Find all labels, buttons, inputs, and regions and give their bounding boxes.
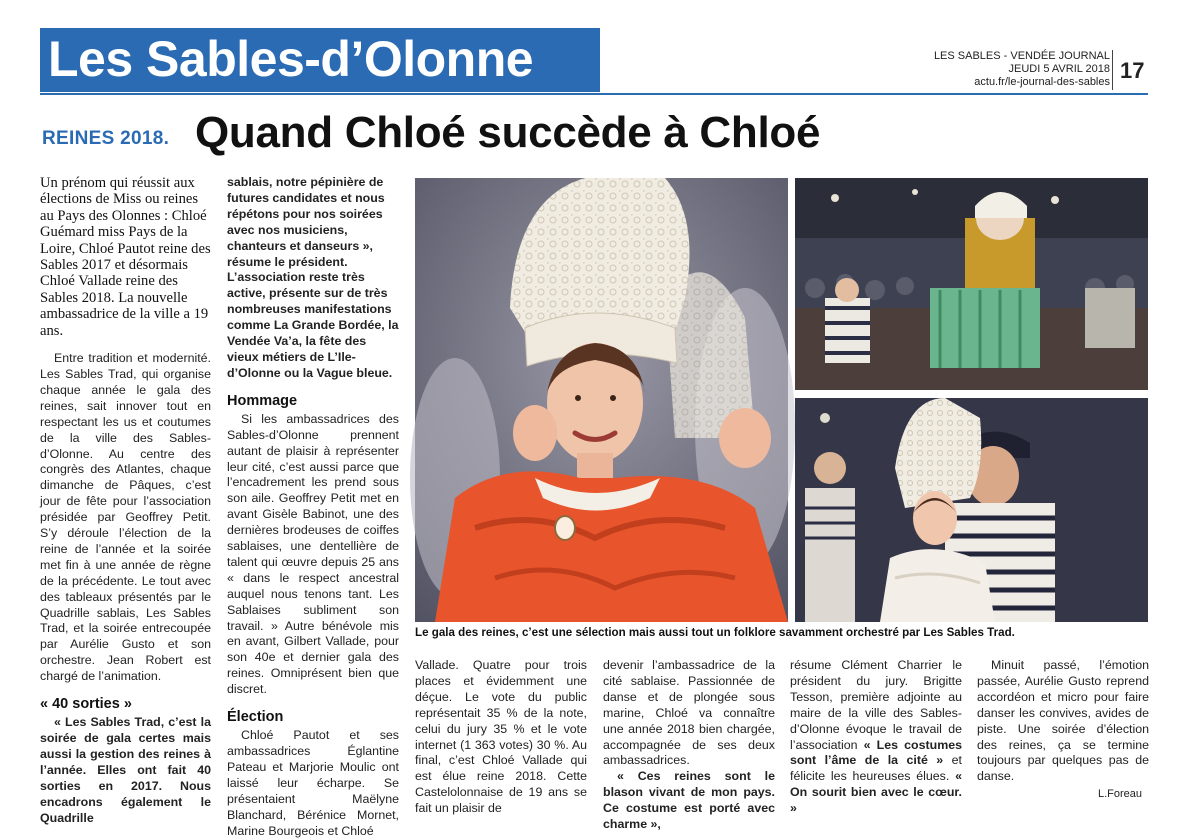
queen-photo-illustration [415,178,788,622]
page-number: 17 [1120,58,1145,83]
paragraph: Entre tradition et modernité. Les Sables Trad, qui organise chaque année le gala des reines, sait innover tout en respectant les us et coutumes de la ville des Sables-d’Olonne. Au centre des congrès des Atlantes, chaque dimanche de Pâques, c’est jour de fête pour l’association présidée par Geoffrey Petit. S’y déroule l’élection de la reine de l’année et la soirée met fin à une année de règne de la précédente. Le tout avec des tableaux présentés par le Quadrille sablais, Les Sables Trad, et la soirée entrecoupée par Aurélie Gusto et son orchestre. Jean Robert est chargé de l’animation. [40,351,211,684]
edition-info [934,50,1110,89]
couple-photo-illustration [795,398,1148,622]
article-headline: Quand Chloé succède à Chloé [195,108,821,157]
masthead-banner [40,28,600,92]
paragraph: résume Clément Charrier le président du jury. Brigitte Tesson, première adjointe au maire de la ville des Sables-d’Olonne évoque le travail de l’association « Les costumes sont l’âme de la cité » et félicite les heureuses élues. « On sourit bien avec le cœur. » [790,658,963,816]
subheading: Hommage [227,392,298,409]
masthead-title: Les Sables-d’Olonne [48,31,534,87]
main-photo-queen [415,178,788,622]
paragraph: Vallade. Quatre pour trois places et évidemment une déçue. Le vote du public représentait 35 % de la note, celui du jury 35 % et le vote internet (1 363 votes) 30 %. Au final, c’est Chloé Vallade qui est élue reine 2018. Cette Castelolonnaise de 19 ans se fait un plaisir de [415,658,587,816]
text-column-2 [227,175,399,839]
edition-url: actu.fr/le-journal-des-sables [974,76,1110,88]
paragraph: Chloé Pautot et ses ambassadrices Églantine Pateau et Marjorie Moulic ont laissé leur écharpe. Se présentaient Maëlyne Blanchard, Bérénice Mornet, Marine Bourgeois et Chloé [227,728,399,838]
stage-photo-illustration [795,178,1148,390]
subheading: Élection [227,709,284,726]
text-column-1 [40,175,211,826]
photo-queen-and-sailor [795,398,1148,622]
article-kicker: REINES 2018. [42,128,170,149]
edition-date: JEUDI 5 AVRIL 2018 [1008,63,1110,75]
masthead-rule [40,93,1148,95]
paragraph: « Ces reines sont le blason vivant de mon pays. Ce costume est porté avec charme », [603,769,775,832]
edition-line: LES SABLES - VENDÉE JOURNAL [933,50,1110,62]
edition-separator [1112,50,1113,90]
paragraph: sablais, notre pépinière de futures candidates et nous répétons pour nos soirées avec nos musiciens, chanteurs et danseurs », résume le président. L’association reste très active, présente sur de très nombreuses manifestations comme La Grande Bordée, la Vendée Va’a, la fête des vieux métiers de L’Ile-d’Olonne ou la Vague bleue. [227,175,399,380]
paragraph: Minuit passé, l’émotion passée, Aurélie Gusto reprend accordéon et micro pour faire danser les convives, avides de piste. Une soirée d’élection des reines, ça se termine toujours par quelques pas de danse. [977,658,1149,784]
article-lead: Un prénom qui réussit aux élections de Miss ou reines au Pays des Olonnes : Chloé Guémard miss Pays de la Loire, Chloé Pautot reine des Sables 2017 et désormais Chloé Vallade reine des Sables 2018. La nouvelle ambassadrice de la ville a 19 ans. [40,175,211,339]
paragraph: « Les Sables Trad, c’est la soirée de gala certes mais aussi la gestion des reines à l’année. Elles ont fait 40 sorties en 2017. Nous encadrons également le Quadrille [40,715,211,825]
text-column-6 [977,658,1149,785]
paragraph: devenir l’ambassadrice de la cité sablaise. Passionnée de danse et de plongée sous marine, Chloé va connaître une année 2018 bien chargée, accompagnée de ses deux ambassadrices. [603,658,775,768]
author-credit: L.Foreau [1098,788,1143,800]
paragraph: Si les ambassadrices des Sables-d’Olonne prennent autant de plaisir à représenter leur cité, c’est aussi parce que l’encadrement les prend sous son aile. Geoffrey Petit met en avant Gisèle Babinot, une des dernières brodeuses de coiffes sablaises, une dentellière de talent qui œuvre depuis 25 ans « dans le respect ancestral auquel nous tenons tant. Les Sablaises subliment son travail. » Autre bénévole mis en avant, Gilbert Vallade, pour son 40e et dernier gala des reines. Omniprésent bien que discret. [227,411,399,697]
text-column-4 [603,658,775,833]
photo-stage-performer [795,178,1148,390]
text-column-3 [415,658,587,817]
text-column-5 [790,658,962,817]
subheading: « 40 sorties » [40,696,132,713]
photo-caption: Le gala des reines, c’est une sélection mais aussi tout un folklore savamment orchestré par Les Sables Trad. [415,626,1015,639]
